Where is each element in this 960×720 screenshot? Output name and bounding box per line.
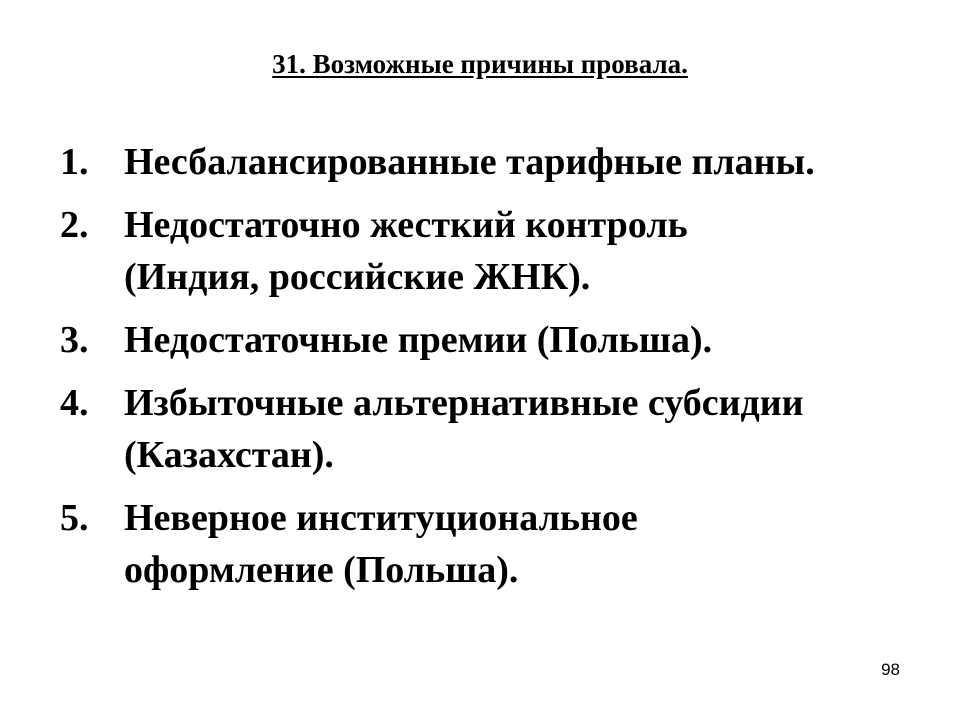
list-item-line: Недостаточные премии (Польша). xyxy=(124,319,713,361)
list-item-line: оформление (Польша). xyxy=(124,549,519,591)
slide-title: 31. Возможные причины провала. xyxy=(272,49,688,79)
list-item-text xyxy=(124,136,920,188)
list-item-line: (Индия, российские ЖНК). xyxy=(124,256,591,298)
list-item-line: (Казахстан). xyxy=(124,434,334,476)
page-number: 98 xyxy=(881,660,900,679)
list-item-number: 3. xyxy=(60,319,89,361)
list-item-number: 1. xyxy=(60,141,89,183)
reasons-list xyxy=(60,136,920,607)
list-item xyxy=(60,492,920,596)
list-item-line: Неверное институциональное xyxy=(124,497,638,539)
list-item-line: Избыточные альтернативные субсидии xyxy=(124,382,804,424)
list-item xyxy=(60,377,920,481)
list-item xyxy=(60,199,920,303)
list-item-number: 5. xyxy=(60,497,89,539)
list-item-line: Недостаточно жесткий контроль xyxy=(124,204,688,246)
list-item xyxy=(60,136,920,188)
list-item-text xyxy=(124,199,920,303)
list-item-line: Несбалансированные тарифные планы. xyxy=(124,141,815,183)
list-item-number: 2. xyxy=(60,204,89,246)
list-item-text xyxy=(124,377,920,481)
list-item-text xyxy=(124,314,920,366)
list-item-number: 4. xyxy=(60,382,89,424)
list-item xyxy=(60,314,920,366)
list-item-text xyxy=(124,492,920,596)
